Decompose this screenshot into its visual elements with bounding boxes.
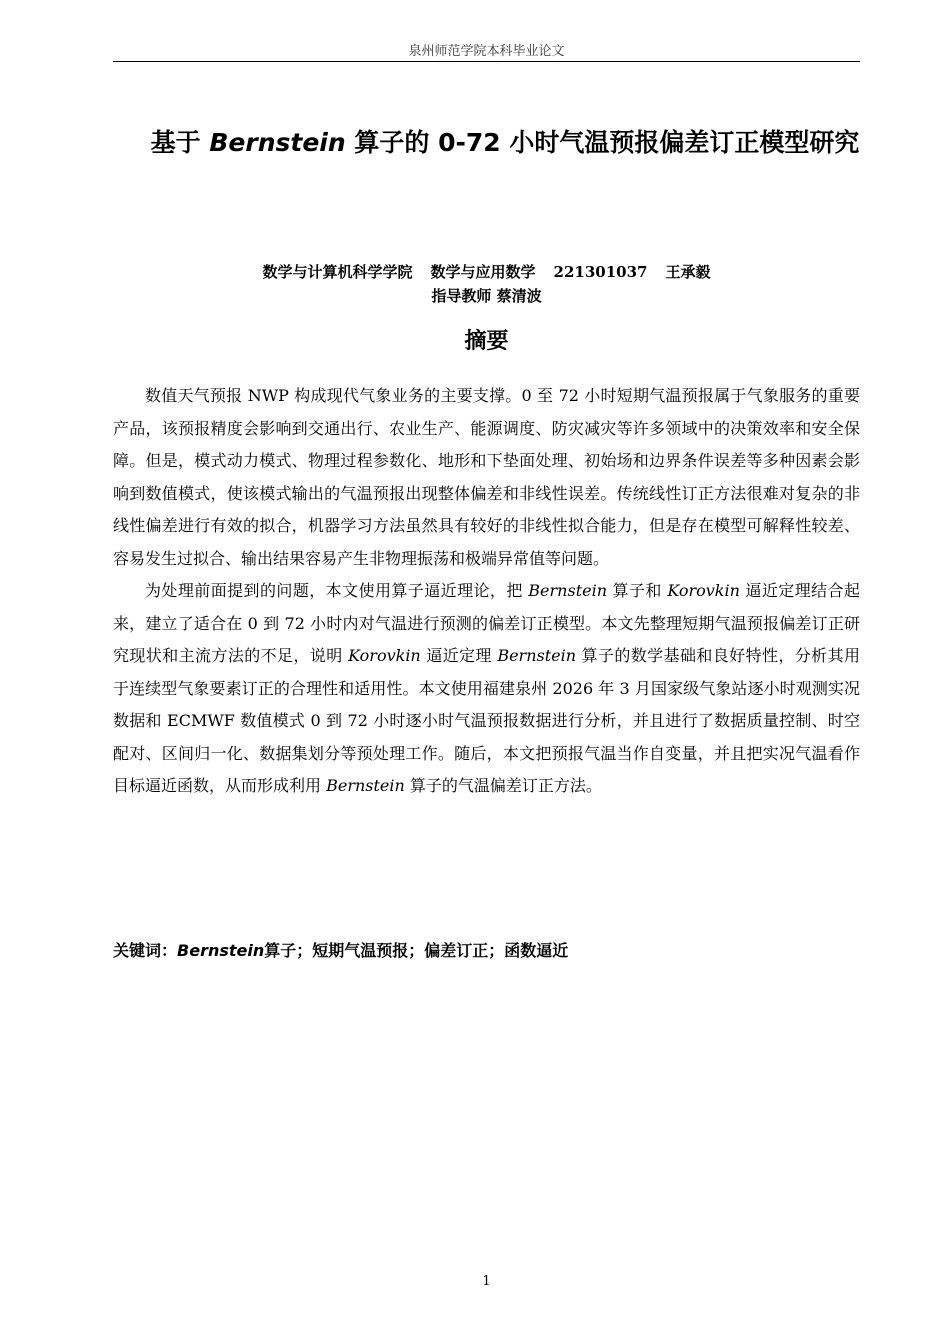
text-run: 逼近定理 (420, 646, 498, 665)
header-rule (113, 61, 860, 62)
abstract-body (113, 380, 860, 803)
advisor-label: 指导教师 (431, 287, 492, 305)
title-term: Bernstein (209, 128, 346, 157)
major: 数学与应用数学 (430, 263, 536, 281)
page-number: 1 (482, 1274, 491, 1289)
text-run: 算子和 (607, 581, 668, 600)
byline-advisor (113, 286, 860, 306)
text-run: 算子的气温偏差订正方法。 (404, 776, 602, 795)
keywords-list: 算子；短期气温预报；偏差订正；函数逼近 (264, 941, 569, 960)
title-suffix: 算子的 0-72 小时气温预报偏差订正模型研究 (345, 128, 860, 157)
advisor: 蔡清波 (496, 287, 542, 305)
college: 数学与计算机科学学院 (262, 263, 413, 281)
text-run: 为处理前面提到的问题，本文使用算子逼近理论，把 (145, 581, 529, 600)
text-run: 逼近定理结合起来，建立了适合在 0 到 72 小时内对气温进行预测的偏差订正模型。本文先整理短期气温预报偏差订正研究现状和主流方法的不足，说明 (113, 581, 860, 665)
author: 王承毅 (665, 263, 711, 281)
keywords (113, 936, 860, 966)
abstract-heading: 摘要 (464, 329, 509, 354)
paper-title (120, 118, 890, 168)
abstract-paragraph-2 (113, 575, 860, 803)
title-prefix: 基于 (150, 128, 210, 157)
running-header: 泉州师范学院本科毕业论文 (408, 44, 565, 59)
term-korovkin: Korovkin (348, 646, 421, 665)
text-run: 算子的数学基础和良好特性，分析其用于连续型气象要素订正的合理性和适用性。本文使用福建泉州 2026 年 3 月国家级气象站逐小时观测实况数据和 ECMWF 数值模式 0 到 72 小时逐小时气温预报数据进行分析，并且进行了数据质量控制、时空配对、区间归一化、数据集划分等预处理工作。随后，本文把预报气温当作自变量，并且把实况气温看作目标逼近函数，从而形成利用 (113, 646, 860, 795)
term-bernstein: Bernstein (497, 646, 577, 665)
student-id: 221301037 (553, 263, 648, 281)
term-bernstein: Bernstein (326, 776, 405, 795)
byline-affiliation (113, 262, 860, 282)
term-korovkin: Korovkin (667, 581, 740, 600)
term-bernstein: Bernstein (528, 581, 608, 600)
abstract-paragraph-1: 数值天气预报 NWP 构成现代气象业务的主要支撑。0 至 72 小时短期气温预报属于气象服务的重要产品，该预报精度会影响到交通出行、农业生产、能源调度、防灾减灾等许多领域中的决策效率和安全保障。但是，模式动力模式、物理过程参数化、地形和下垫面处理、初始场和边界条件误差等多种因素会影响到数值模式，使该模式输出的气温预报出现整体偏差和非线性误差。传统线性订正方法很难对复杂的非线性偏差进行有效的拟合，机器学习方法虽然具有较好的非线性拟合能力，但是存在模型可解释性较差、容易发生过拟合、输出结果容易产生非物理振荡和极端异常值等问题。 (113, 386, 860, 568)
keywords-label: 关键词： (113, 941, 178, 960)
keyword-term: Bernstein (177, 941, 265, 960)
